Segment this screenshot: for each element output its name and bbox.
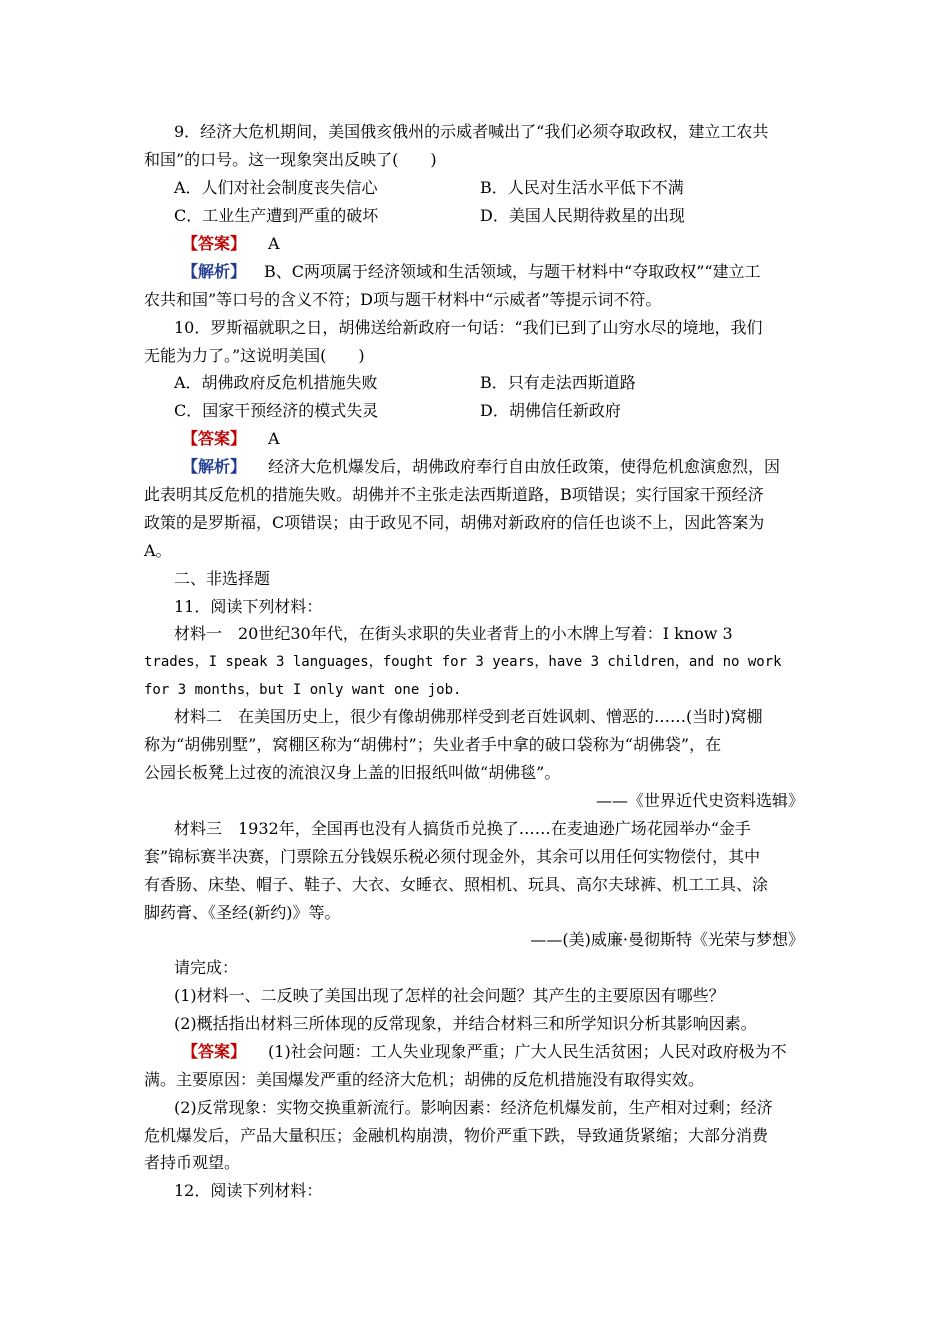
q12-intro: 12．阅读下列材料： <box>174 1181 323 1200</box>
analysis-label: 【解析】 <box>182 457 247 476</box>
q10-option-c: C．国家干预经济的模式失灵 <box>174 401 379 420</box>
answer-label: 【答案】 <box>182 1042 247 1061</box>
q10-analysis-line3: 政策的是罗斯福，C项错误；由于政见不同，胡佛对新政府的信任也谈不上，因此答案为 <box>144 513 765 532</box>
q11-subquestion-2: (2)概括指出材料三所体现的反常现象，并结合材料三和所学知识分析其影响因素。 <box>174 1014 757 1033</box>
q9-option-d: D．美国人民期待救星的出现 <box>480 206 685 225</box>
q11-answer-line2: 满。主要原因：美国爆发严重的经济大危机；胡佛的反危机措施没有取得实效。 <box>144 1070 705 1089</box>
q10-analysis-line4: A。 <box>144 541 172 560</box>
analysis-label: 【解析】 <box>182 262 247 281</box>
q10-stem-line2: 无能为力了。”这说明美国( ) <box>144 346 365 365</box>
q10-answer-value: A <box>268 429 280 448</box>
q9-analysis-line1: 【解析】 B、C两项属于经济领域和生活领域，与题干材料中“夺取政权”“建立工 <box>182 262 761 281</box>
q10-analysis-line1: 【解析】 经济大危机爆发后，胡佛政府奉行自由放任政策，使得危机愈演愈烈，因 <box>182 457 781 476</box>
q10-answer <box>182 428 280 450</box>
q9-option-a: A．人们对社会制度丧失信心 <box>174 178 378 197</box>
q10-stem-line1: 10．罗斯福就职之日，胡佛送给新政府一句话：“我们已到了山穷水尽的境地，我们 <box>174 318 763 337</box>
q9-answer-value: A <box>268 234 280 253</box>
q9-analysis-line2: 农共和国”等口号的含义不符；D项与题干材料中“示威者”等提示词不符。 <box>144 290 662 309</box>
q11-material1-line3: for 3 months，but I only want one job. <box>144 682 462 698</box>
q11-material1-line2: trades，I speak 3 languages，fought for 3 years，have 3 children，and no work <box>144 654 782 670</box>
answer-label: 【答案】 <box>182 429 247 448</box>
q11-material3-line2: 套”锦标赛半决赛，门票除五分钱娱乐税必须付现金外，其余可以用任何实物偿付，其中 <box>144 847 761 866</box>
answer-label: 【答案】 <box>182 234 247 253</box>
q9-stem-line1: 9．经济大危机期间，美国俄亥俄州的示威者喊出了“我们必须夺取政权，建立工农共 <box>174 122 769 141</box>
q10-analysis-line2: 此表明其反危机的措施失败。胡佛并不主张走法西斯道路，B项错误；实行国家干预经济 <box>144 485 764 504</box>
q11-material1-line1: 材料一 20世纪30年代，在街头求职的失业者背上的小木牌上写着：I know 3 <box>174 624 733 643</box>
q11-material3-source: ——(美)威廉·曼彻斯特《光荣与梦想》 <box>530 930 804 949</box>
q11-material2-line3: 公园长板凳上过夜的流浪汉身上盖的旧报纸叫做“胡佛毯”。 <box>144 763 561 782</box>
q10-option-a: A．胡佛政府反危机措施失败 <box>174 373 378 392</box>
q9-stem-line2: 和国”的口号。这一现象突出反映了( ) <box>144 150 437 169</box>
q11-material3-line4: 脚药膏、《圣经(新约)》等。 <box>144 903 341 922</box>
q11-answer-line4: 危机爆发后，产品大量积压；金融机构崩溃，物价严重下跌，导致通货紧缩；大部分消费 <box>144 1126 769 1145</box>
q11-subquestion-1: (1)材料一、二反映了美国出现了怎样的社会问题？其产生的主要原因有哪些？ <box>174 986 725 1005</box>
q10-option-b: B．只有走法西斯道路 <box>480 373 636 392</box>
q11-intro: 11．阅读下列材料： <box>174 597 323 616</box>
q11-material3-line3: 有香肠、床垫、帽子、鞋子、大衣、女睡衣、照相机、玩具、高尔夫球裤、机工工具、涂 <box>144 875 769 894</box>
q11-prompt: 请完成： <box>174 958 239 977</box>
q11-material3-line1: 材料三 1932年，全国再也没有人搞货币兑换了……在麦迪逊广场花园举办“金手 <box>174 819 751 838</box>
q11-material2-line1: 材料二 在美国历史上，很少有像胡佛那样受到老百姓讽刺、憎恶的……(当时)窝棚 <box>174 707 763 726</box>
q9-answer <box>182 233 280 255</box>
section-heading: 二、非选择题 <box>174 569 271 588</box>
q11-answer-line1: 【答案】 (1)社会问题：工人失业现象严重；广大人民生活贫困；人民对政府极为不 <box>182 1042 787 1061</box>
q9-option-c: C．工业生产遭到严重的破坏 <box>174 206 379 225</box>
q11-material2-source: ——《世界近代史资料选辑》 <box>595 791 804 810</box>
q11-material2-line2: 称为“胡佛别墅”，窝棚区称为“胡佛村”；失业者手中拿的破口袋称为“胡佛袋”，在 <box>144 735 722 754</box>
q9-option-b: B．人民对生活水平低下不满 <box>480 178 684 197</box>
q11-answer-line5: 者持币观望。 <box>144 1153 241 1172</box>
q11-answer-line3: (2)反常现象：实物交换重新流行。影响因素：经济危机爆发前，生产相对过剩；经济 <box>174 1098 773 1117</box>
q10-option-d: D．胡佛信任新政府 <box>480 401 621 420</box>
